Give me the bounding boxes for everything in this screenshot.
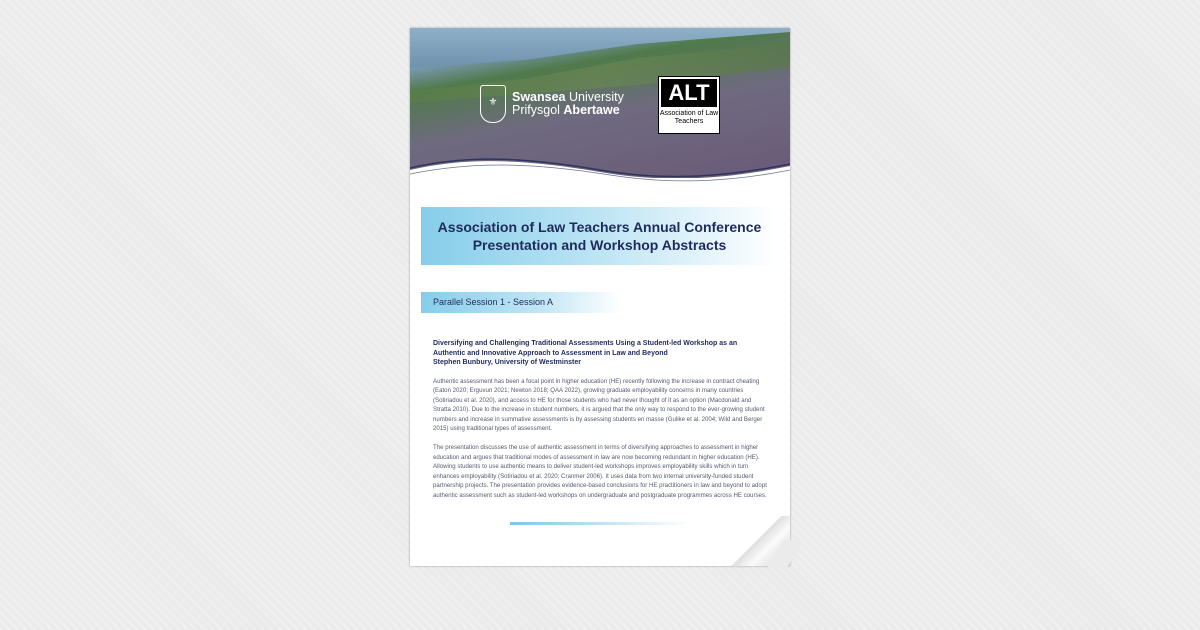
abstract-title: Diversifying and Challenging Traditional Assessments Using a Student-led Workshop as an Authentic and Innovative Approach to Assessment in Law and Beyond (433, 340, 738, 357)
logo-text: University (565, 90, 624, 104)
alt-logo (658, 76, 720, 134)
session-heading: Parallel Session 1 - Session A (421, 292, 621, 313)
title-banner (421, 207, 778, 265)
logo-text: Prifysgol (512, 103, 564, 117)
wave-divider (410, 148, 790, 198)
document-title-line2: Presentation and Workshop Abstracts (472, 237, 727, 253)
abstract-paragraph: Authentic assessment has been a focal point in higher education (HE) recently following the increase in contract cheating (Eaton 2020; Erguvun 2021; Newton 2018; QAA 2022), growing graduate employability concerns in many countries (Sotiriadou et al. 2020), and access to HE for those students who had never thought of it as an option (Macdonald and Stratta 2010). Due to the increase in student numbers, it is argued that the only way to respond to the ever-growing student numbers and increase in summative assessments is by assessing students en masse (Gulike et al. 2004; Wild and Berger 2015) using traditional types of assessment. (433, 377, 765, 433)
abstract (433, 339, 768, 501)
swansea-logo-text (512, 91, 624, 117)
document-page (410, 28, 790, 566)
abstract-author: Stephen Bunbury, University of Westminster (433, 359, 581, 366)
decorative-rule (510, 522, 690, 525)
logo-text: Swansea (512, 90, 566, 104)
logo-text: Abertawe (563, 103, 620, 117)
abstract-paragraph: The presentation discusses the use of authentic assessment in terms of diversifying approaches to assessment in higher education and argues that traditional modes of assessment in law are now becoming redundant in higher education (HE). Allowing students to use authentic means to deliver student-led workshops improves employability skills which in turn enhances employability (Sotiriadou et al. 2020; Cranmer 2006). It uses data from two internal university-funded student partnership projects. The presentation provides evidence-based conclusions for HE practitioners in law and beyond to adopt authentic assessment such as student-led workshops on undergraduate and postgraduate programmes across HE courses. (433, 444, 767, 500)
swansea-university-logo (480, 85, 624, 123)
alt-logo-mark: ALT (661, 79, 717, 107)
alt-logo-name: Association of Law Teachers (659, 110, 719, 125)
document-title-line1: Association of Law Teachers Annual Conference (437, 219, 762, 235)
crest-icon: ⚜ (480, 85, 506, 123)
